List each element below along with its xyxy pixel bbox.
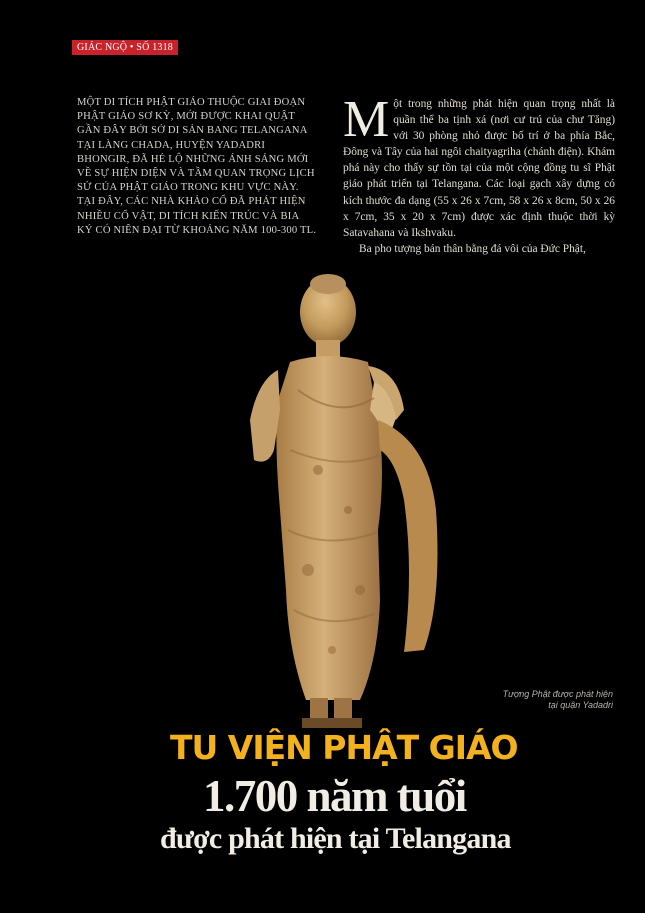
buddha-statue-image xyxy=(228,270,468,740)
lead-paragraph: MỘT DI TÍCH PHẬT GIÁO THUỘC GIAI ĐOẠN PHẬT GIÁO SƠ KỲ, MỚI ĐƯỢC KHAI QUẬT GẦN ĐÂY BỞI SỞ DI SẢN BANG TELANGANA TẠI LÀNG CHADA, HUYỆN YADADRI BHONGIR, ĐÃ HÉ LỘ NHỮNG ÁNH SÁNG MỚI VỀ SỰ HIỆN DIỆN VÀ TẦM QUAN TRỌNG LỊCH SỬ CỦA PHẬT GIÁO TRONG KHU VỰC NÀY. TẠI ĐÂY, CÁC NHÀ KHẢO CỔ ĐÃ PHÁT HIỆN NHIỀU CỔ VẬT, DI TÍCH KIẾN TRÚC VÀ BIA KÝ CÓ NIÊN ĐẠI TỪ KHOẢNG NĂM 100-300 TL. xyxy=(77,97,317,236)
headline-main: 1.700 năm tuổi xyxy=(203,771,466,821)
caption-line-2: tại quận Yadadri xyxy=(548,700,613,710)
headline-sub: được phát hiện tại Telangana xyxy=(160,822,511,855)
body-paragraph-1: ột trong những phát hiện quan trọng nhất là quần thể ba tịnh xá (nơi cư trú của chư Tăng) với 30 phòng nhỏ được bố trí ở ba phía Bắc, Đông và Tây của hai ngôi chaityagriha (chánh điện). Khám phá này cho thấy sự tồn tại của một cộng đồng tu sĩ Phật giáo phát triển tại Telangana. Các loại gạch xây dựng có kích thước đa dạng (55 x 26 x 7cm, 58 x 26 x 8cm, 50 x 26 x 7cm, 35 x 20 x 7cm) được xác định thuộc thời kỳ Satavahana và Ikshvaku. xyxy=(343,98,615,239)
image-caption xyxy=(503,689,613,711)
headline-accent: TU VIỆN PHẬT GIÁO xyxy=(170,728,518,767)
article-body xyxy=(343,91,615,257)
page-header-badge: GIÁC NGỘ • SỐ 1318 xyxy=(72,40,178,55)
dropcap-letter: M xyxy=(343,91,390,148)
caption-line-1: Tượng Phật được phát hiện xyxy=(502,689,613,699)
body-paragraph-2: Ba pho tượng bán thân bằng đá vôi của Đức Phật, xyxy=(359,242,586,255)
